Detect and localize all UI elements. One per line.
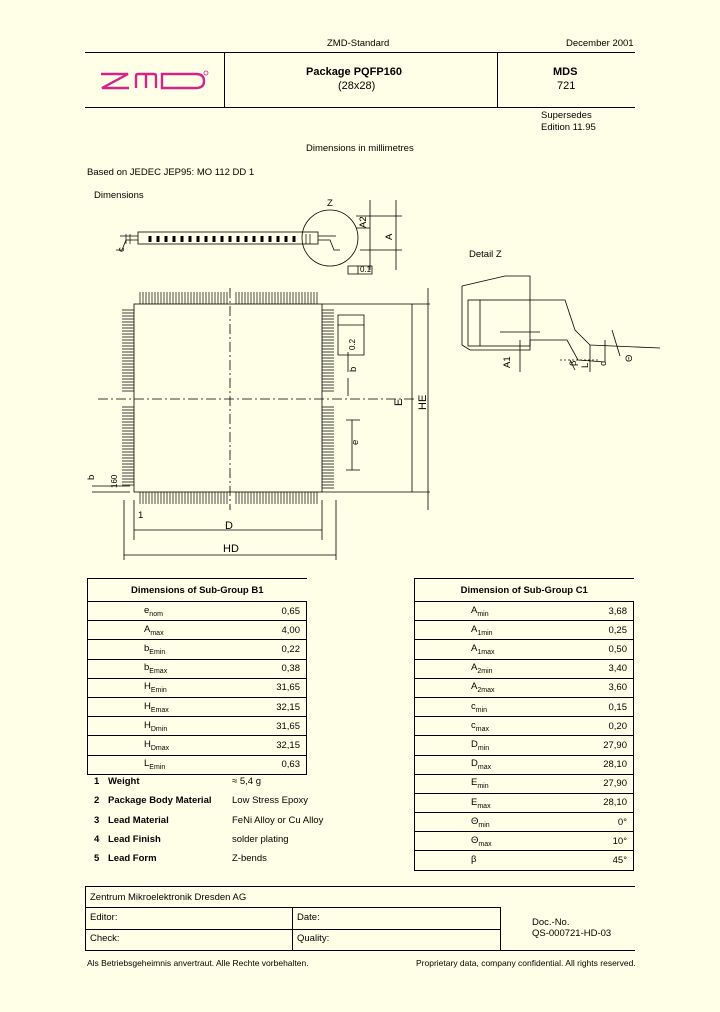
label-c: c bbox=[116, 247, 127, 252]
header-date: December 2001 bbox=[566, 38, 634, 49]
label-a: A bbox=[384, 233, 395, 240]
supersedes-value: Edition 11.95 bbox=[541, 122, 596, 133]
label-b: b bbox=[348, 366, 359, 372]
check-label: Check: bbox=[90, 933, 120, 944]
label-hd: HD bbox=[223, 543, 239, 555]
detail-z-label: Detail Z bbox=[469, 249, 502, 260]
supersedes-label: Supersedes bbox=[541, 110, 592, 121]
table-row: $A_{max}$ 4,00 bbox=[88, 621, 307, 640]
doc-number: 721 bbox=[557, 80, 576, 92]
label-beta: β bbox=[568, 360, 579, 366]
confidential-note-de: Als Betriebsgeheimnis anvertraut. Alle Rechte vorbehalten. bbox=[87, 958, 309, 968]
label-c-detail: c bbox=[598, 361, 609, 366]
table-row: $A_{1max}$ 0,50 bbox=[415, 640, 634, 659]
label-flatness: 0.1 bbox=[360, 265, 372, 274]
list-item: 1 Weight ≈ 5,4 g bbox=[94, 776, 261, 787]
footer-left-border bbox=[85, 886, 86, 950]
table-b1-title: Dimensions of Sub-Group B1 bbox=[88, 579, 307, 602]
table-row: $L_{Emin}$ 0,63 bbox=[88, 755, 307, 774]
material-properties bbox=[94, 776, 344, 872]
table-subgroup-b1 bbox=[87, 578, 307, 775]
table-row: $\Theta_{min}$ 0° bbox=[415, 813, 634, 832]
label-e-big: E bbox=[393, 398, 405, 406]
table-row: $D_{max}$ 28,10 bbox=[415, 755, 634, 774]
footer-top-rule bbox=[85, 886, 635, 887]
label-d: D bbox=[225, 520, 233, 532]
table-row: $D_{min}$ 27,90 bbox=[415, 736, 634, 755]
footer-mid-divider bbox=[292, 907, 293, 950]
package-title: Package PQFP160 bbox=[306, 66, 403, 78]
table-row: $E_{max}$ 28,10 bbox=[415, 793, 634, 812]
based-on: Based on JEDEC JEP95: MO 112 DD 1 bbox=[87, 167, 255, 178]
table-row: $A_{min}$ 3,68 bbox=[415, 602, 634, 621]
quality-label: Quality: bbox=[297, 933, 330, 944]
label-pin1: 1 bbox=[138, 510, 144, 521]
date-label: Date: bbox=[297, 912, 320, 923]
label-a2: A2 bbox=[358, 216, 369, 228]
label-theta: Θ bbox=[624, 354, 635, 362]
footer-right-divider bbox=[500, 907, 501, 950]
package-size: (28x28) bbox=[338, 80, 376, 92]
label-he: HE bbox=[417, 394, 429, 410]
footer-rule-4 bbox=[85, 950, 635, 951]
table-row: $b_{Emax}$ 0,38 bbox=[88, 659, 307, 678]
table-row: $\Theta_{max}$ 10° bbox=[415, 832, 634, 851]
table-row: $H_{Dmax}$ 32,15 bbox=[88, 736, 307, 755]
confidential-note-en: Proprietary data, company confidential. All rights reserved. bbox=[416, 958, 636, 968]
table-row: $E_{min}$ 27,90 bbox=[415, 774, 634, 793]
label-e-small: e bbox=[350, 439, 361, 445]
list-item: 2 Package Body Material Low Stress Epoxy bbox=[94, 795, 309, 807]
table-subgroup-c1 bbox=[414, 578, 634, 871]
docno-value: QS-000721-HD-03 bbox=[532, 928, 612, 939]
label-a1: A1 bbox=[502, 356, 513, 368]
editor-label: Editor: bbox=[90, 912, 118, 923]
label-z-text: Z bbox=[327, 198, 333, 209]
table-row: $H_{Emin}$ 31,65 bbox=[88, 678, 307, 697]
docno-label: Doc.-No. bbox=[532, 917, 570, 928]
list-item: 5 Lead Form Z-bends bbox=[94, 853, 267, 865]
units-note: Dimensions in millimetres bbox=[306, 143, 414, 154]
table-row: $b_{Emin}$ 0,22 bbox=[88, 640, 307, 659]
label-tolerance: 0.2 bbox=[348, 338, 357, 350]
list-item: 3 Lead Material FeNi Alloy or Cu Alloy bbox=[94, 814, 324, 826]
list-item: 4 Lead Finish solder plating bbox=[94, 833, 289, 845]
table-row: $c_{max}$ 0,20 bbox=[415, 717, 634, 736]
label-l: L bbox=[580, 362, 591, 368]
table-c1-title: Dimension of Sub-Group C1 bbox=[415, 579, 634, 602]
standard-label: ZMD-Standard bbox=[327, 38, 390, 49]
table-row: $A_{1min}$ 0,25 bbox=[415, 621, 634, 640]
doc-label: MDS bbox=[553, 66, 578, 78]
table-row: $A_{2max}$ 3,60 bbox=[415, 678, 634, 697]
company-name: Zentrum Mikroelektronik Dresden AG bbox=[90, 892, 247, 903]
table-row: $e_{nom}$ 0,65 bbox=[88, 602, 307, 621]
label-b-left: b bbox=[86, 474, 97, 480]
table-row: $c_{min}$ 0,15 bbox=[415, 697, 634, 716]
label-pin160: 160 bbox=[110, 474, 119, 488]
table-row: β 45° bbox=[415, 851, 634, 870]
table-row: $A_{2min}$ 3,40 bbox=[415, 659, 634, 678]
table-row: $H_{Emax}$ 32,15 bbox=[88, 697, 307, 716]
table-row: $H_{Dmin}$ 31,65 bbox=[88, 717, 307, 736]
dimensions-label: Dimensions bbox=[94, 190, 144, 201]
